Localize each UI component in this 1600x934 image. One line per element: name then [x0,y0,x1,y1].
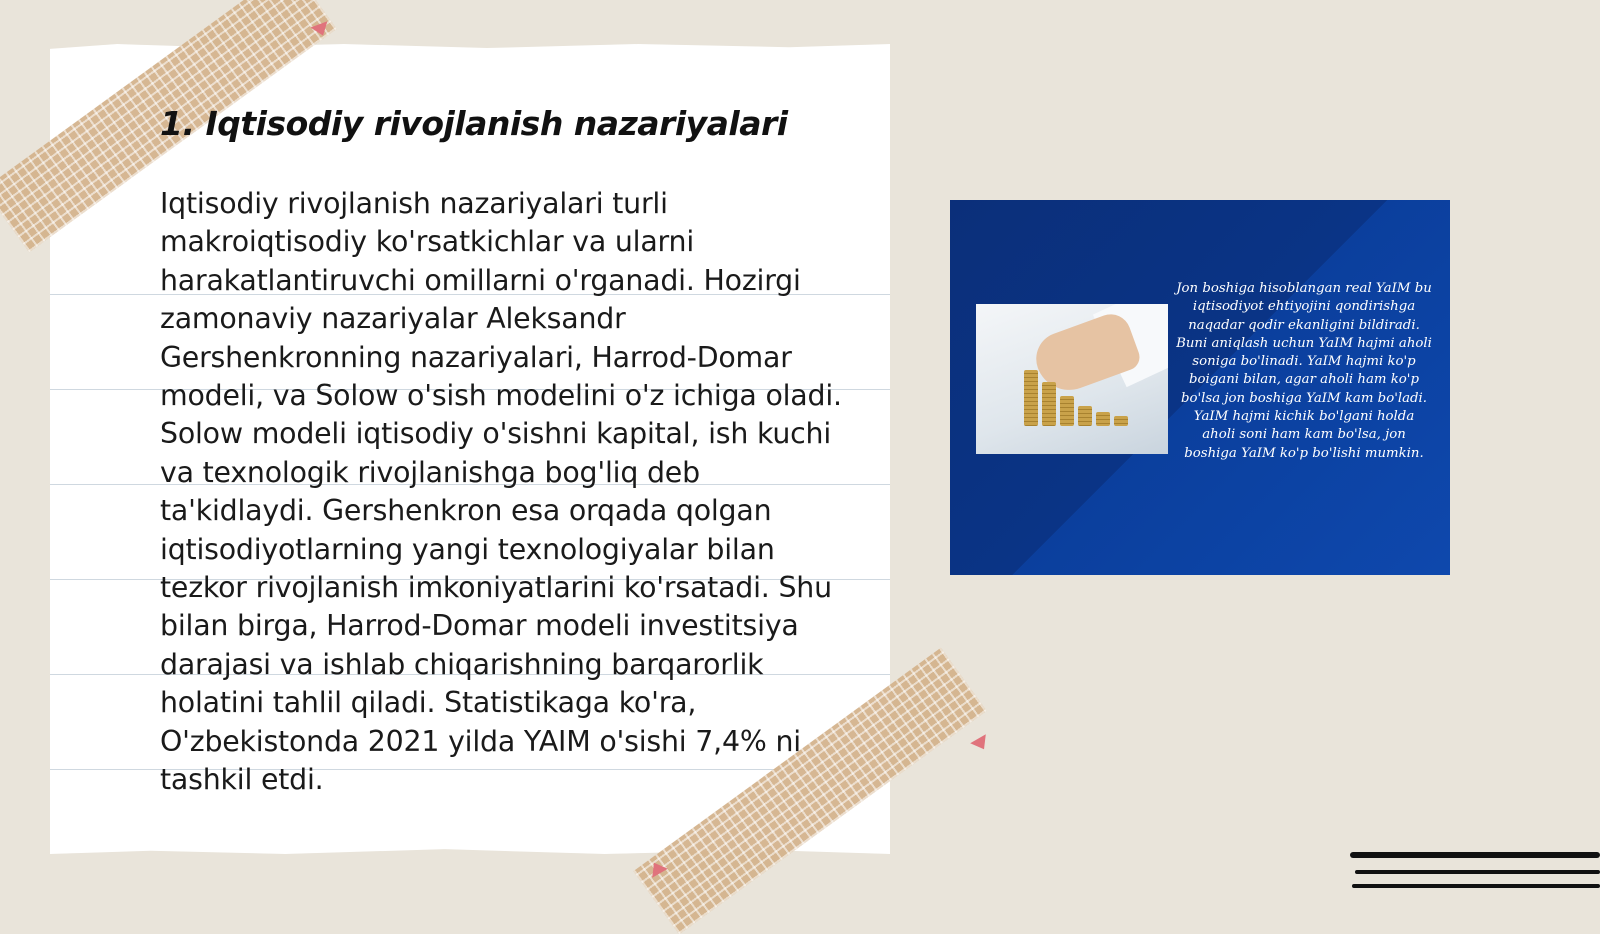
decorative-stroke [1352,884,1600,888]
coin-stacks-photo [976,304,1168,454]
slide-body-text: Iqtisodiy rivojlanish nazariyalari turli makroiqtisodiy ko'rsatkichlar va ularni harakatlantiruvchi omillarni o'rganadi. Hozirgi zamonaviy nazariyalar Aleksandr Gershenkronning nazariyalari, Harrod-Domar modeli, va Solow o'sish modelini o'z ichiga oladi. Solow modeli iqtisodiy o'sishni kapital, ish kuchi va texnologik rivojlanishga bog'liq deb ta'kidlaydi. Gershenkron esa orqada qolgan iqtisodiyotlarning yangi texnologiyalar bilan tezkor rivojlanish imkoniyatlarini ko'rsatadi. Shu bilan birga, Harrod-Domar modeli investitsiya darajasi va ishlab chiqarishning barqarorlik holatini tahlil qiladi. Statistikaga ko'ra, O'zbekistonda 2021 yilda YAIM o'sishi 7,4% ni tashkil etdi. [160,187,842,797]
coin-stack-icon [1096,412,1110,426]
coin-stack-icon [1078,406,1092,426]
coin-stack-icon [1060,396,1074,426]
coin-stack-icon [1024,370,1038,426]
coin-stack-icon [1114,416,1128,426]
slide-title: 1. Iqtisodiy rivojlanish nazariyalari [160,104,788,143]
gdp-per-capita-image [950,200,1450,575]
gdp-quote-text: Jon boshiga hisoblangan real YaIM bu iqtisodiyot ehtiyojini qondirishga naqadar qodir ekanligini bildiradi. Buni aniqlash uchun YaIM hajmi aholi soniga bo'linadi. YaIM hajmi ko'p boigani bilan, agar aholi ham ko'p bo'lsa jon boshiga YaIM kam bo'ladi. YaIM hajmi kichik bo'lgani holda aholi soni ham kam bo'lsa, jon boshiga YaIM ko'p bo'lishi mumkin. [1176,281,1432,461]
decorative-stroke [1355,870,1600,874]
coin-stack-icon [1042,382,1056,426]
pin-icon [970,734,992,753]
decorative-stroke [1350,852,1600,858]
